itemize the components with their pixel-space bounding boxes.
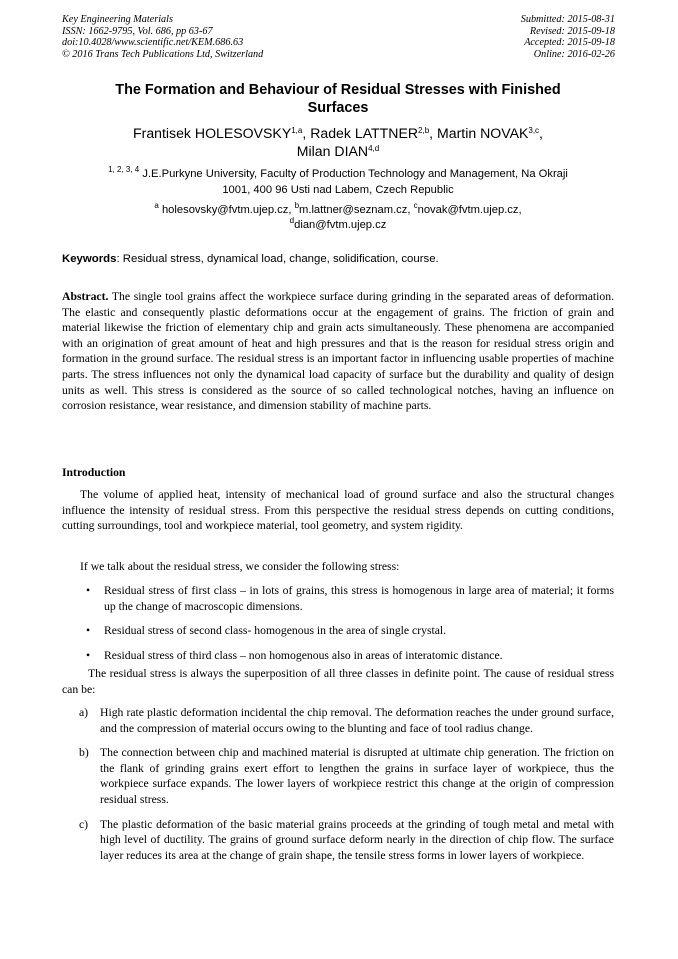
intro-paragraph-1: The volume of applied heat, intensity of mechanical load of ground surface and also the structural changes influence the intensity of residual stress. From this perspective the residual stress depends on cutting conditions, cutting surroundings, tool and workpiece material, tool geometry, and system rigidity. bbox=[62, 488, 614, 533]
email-sup: c bbox=[413, 201, 418, 210]
intro-paragraph-2: If we talk about the residual stress, we consider the following stress: bbox=[80, 560, 400, 573]
affiliation bbox=[62, 166, 614, 198]
list-item-text: Residual stress of second class- homogenous in the area of single crystal. bbox=[104, 624, 447, 638]
title-line-2: Surfaces bbox=[307, 100, 369, 116]
abstract-text: The single tool grains affect the workpiece surface during grinding in the separated areas of deformation. The elastic and consequently plastic deformations occur at the engagement of grains. The friction of grain and material likewise the friction of elementary chip and grain acts simultaneously. These phenomena are accompanied with an origination of great amount of heat and high pressures and that is the reason for residual stress origin and formation in the ground surface. The residual stress is an important factor in influencing usable properties of machine parts. The stress influences not only the dynamical load capacity of surface but the durability and quality of design units as well. This stress is considered as the source of so called technological notches, having an influence on corrosion resistance, wear resistance, and dimension stability of machine parts. bbox=[62, 290, 614, 413]
author-name: Frantisek HOLESOVSKY bbox=[133, 125, 292, 141]
issn: ISSN: 1662-9795, Vol. 686, pp 63-67 bbox=[62, 25, 213, 37]
cause-list bbox=[62, 705, 614, 872]
email-link[interactable]: dian@fvtm.ujep.cz bbox=[294, 219, 387, 231]
list-item-text: Residual stress of third class – non homogenous also in areas of interatomic distance. bbox=[104, 648, 503, 662]
author-sup: 2,b bbox=[418, 126, 430, 135]
list-item bbox=[62, 623, 614, 639]
submitted-date: Submitted: 2015-08-31 bbox=[520, 14, 615, 25]
title-line-1: The Formation and Behaviour of Residual Stresses with Finished bbox=[115, 82, 561, 98]
list-marker: c) bbox=[79, 817, 89, 831]
email-sup: a bbox=[154, 201, 159, 210]
dates-header bbox=[521, 14, 615, 60]
journal-name: Key Engineering Materials bbox=[62, 14, 173, 25]
list-item-text: The plastic deformation of the basic material grains proceeds at the grinding of tough metal and metal with high level of ductility. The grains of ground surface deform nearly in the direction of chip flow. The surface layer reduces its area at the change of grain shape, the tensile stress forms in lower layers of workpiece. bbox=[100, 817, 614, 862]
author-list: Frantisek HOLESOVSKY$^{1,a}$, Radek LATTNER$^{2,b}$, Martin NOVAK$^{3,c}$, Milan DIAN$^{4,d}$ bbox=[133, 125, 543, 159]
email-sup: d bbox=[289, 216, 295, 225]
author-name: Martin NOVAK bbox=[437, 125, 529, 141]
doi[interactable]: doi:10.4028/www.scientific.net/KEM.686.63 bbox=[62, 37, 244, 49]
list-item-text: The connection between chip and machined material is disrupted at ultimate chip generation. The friction on the flank of grinding grains exert effort to lengthen the grains in surface layer of workpiece, thus the workpiece surface expands. The lower layers of workpiece restrict this change at the origin of compression residual stress. bbox=[100, 746, 614, 806]
paper-title bbox=[62, 81, 614, 117]
author-sup: 3,c bbox=[528, 126, 540, 135]
list-item bbox=[62, 745, 614, 807]
abstract-label: Abstract. bbox=[62, 290, 109, 303]
keywords-label: Keywords bbox=[62, 253, 117, 265]
accepted-date: Accepted: 2015-09-18 bbox=[524, 37, 615, 49]
list-marker: a) bbox=[79, 706, 89, 719]
email-sup: b bbox=[294, 201, 300, 210]
online-date: Online: 2016-02-26 bbox=[533, 48, 615, 60]
author-sup: 1,a bbox=[291, 126, 303, 135]
affiliation-line-1: J.E.Purkyne University, Faculty of Production Technology and Management, Na Okraji bbox=[142, 168, 568, 180]
section-heading-introduction: Introduction bbox=[62, 466, 126, 479]
bullet-icon: • bbox=[86, 624, 91, 638]
list-item-text: High rate plastic deformation incidental the chip removal. The deformation reaches the under ground surface, and the compression of material occurs owing to the blunting and face of tool radius change. bbox=[100, 706, 614, 735]
abstract bbox=[62, 289, 614, 414]
affiliation-sup: 1, 2, 3, 4 bbox=[108, 165, 140, 174]
intro-paragraph-3: The residual stress is always the superposition of all three classes in definite point. The cause of residual stress can be: bbox=[62, 667, 614, 696]
list-item bbox=[62, 583, 614, 614]
email-link[interactable]: holesovsky@fvtm.ujep.cz, bbox=[161, 204, 292, 216]
author-name: Milan DIAN bbox=[296, 143, 369, 159]
keywords bbox=[62, 252, 622, 267]
email-link[interactable]: novak@fvtm.ujep.cz, bbox=[417, 204, 522, 216]
keywords-text: : Residual stress, dynamical load, change, solidification, course. bbox=[116, 253, 439, 265]
list-item bbox=[62, 705, 614, 736]
author-sup: 4,d bbox=[368, 144, 380, 153]
author-name: Radek LATTNER bbox=[310, 125, 419, 141]
revised-date: Revised: 2015-09-18 bbox=[529, 25, 615, 37]
bullet-icon: • bbox=[86, 648, 91, 662]
list-item bbox=[62, 648, 614, 664]
stress-class-list bbox=[62, 583, 614, 672]
email-link[interactable]: m.lattner@seznam.cz, bbox=[299, 204, 411, 216]
email-list bbox=[62, 203, 614, 233]
copyright: © 2016 Trans Tech Publications Ltd, Switzerland bbox=[62, 48, 264, 60]
affiliation-line-2: 1001, 400 96 Usti nad Labem, Czech Republic bbox=[222, 184, 454, 196]
bullet-icon: • bbox=[86, 584, 91, 597]
list-marker: b) bbox=[79, 746, 89, 760]
journal-header bbox=[62, 14, 263, 60]
list-item bbox=[62, 817, 614, 864]
list-item-text: Residual stress of first class – in lots of grains, this stress is homogenous in large area of material; it forms up the change of macroscopic dimensions. bbox=[104, 584, 614, 613]
